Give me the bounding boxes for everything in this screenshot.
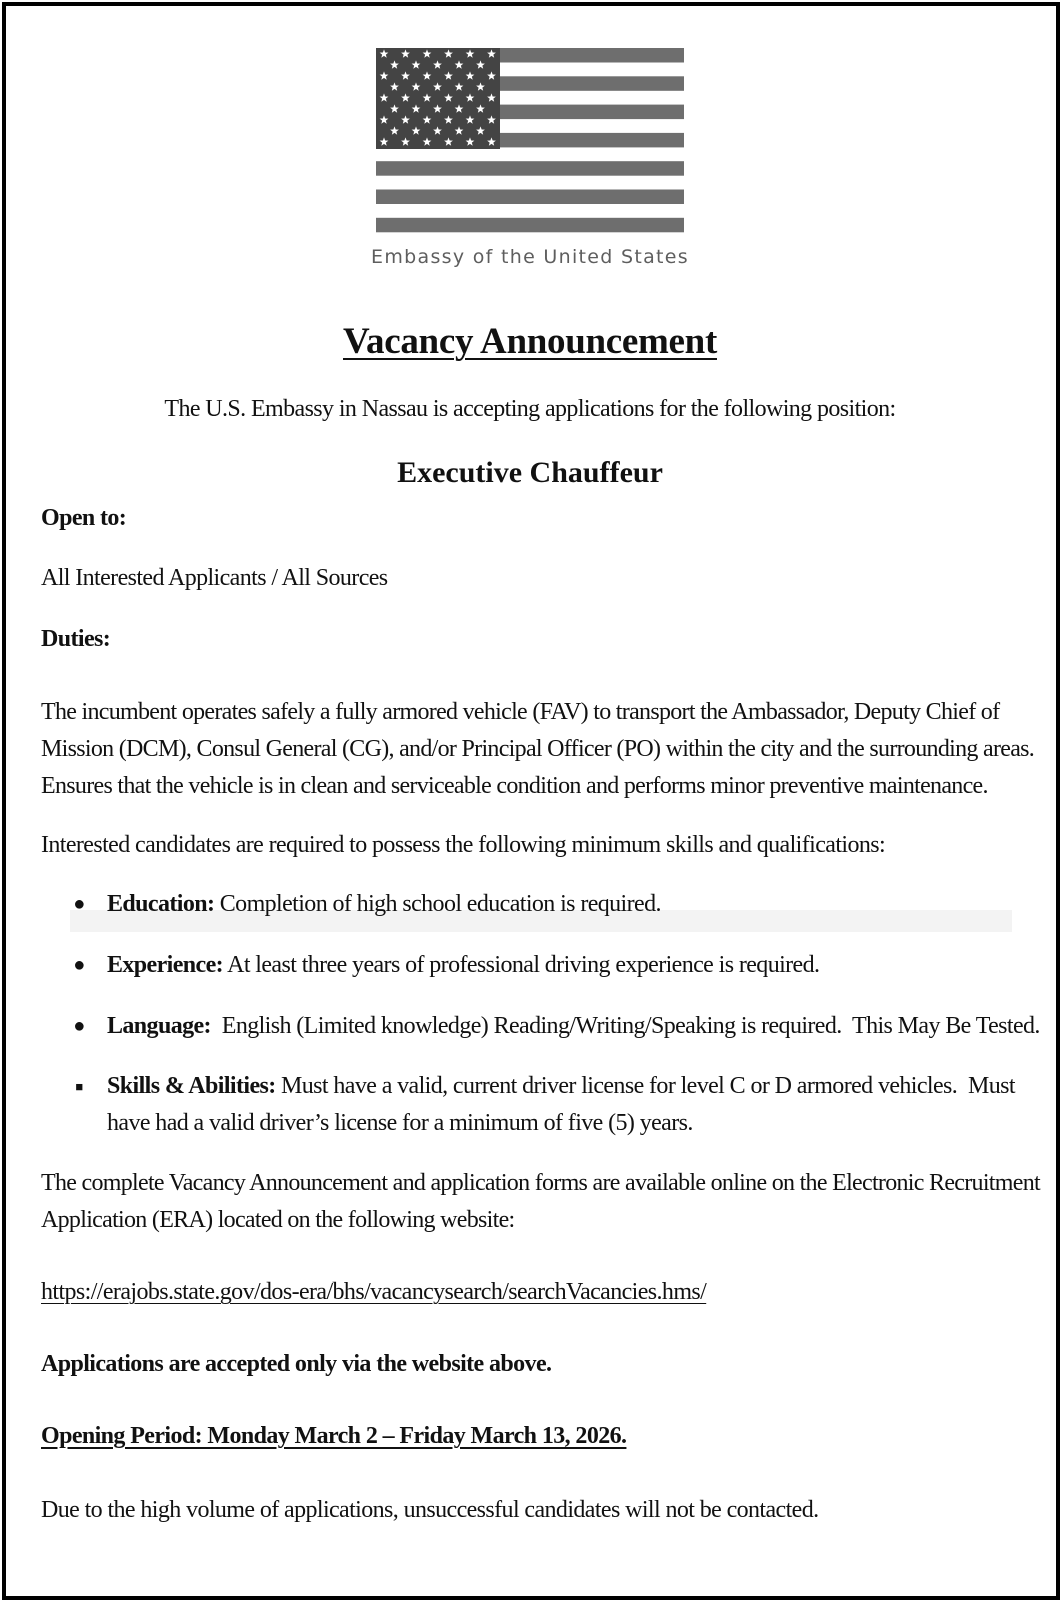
- list-item-text: Must have a valid, current driver license for level C or D armored vehicles. Must: [275, 1073, 1015, 1099]
- duties-line: The incumbent operates safely a fully armored vehicle (FAV) to transport the Ambassador, Deputy Chief of: [41, 699, 1000, 725]
- qualifications-intro: Interested candidates are required to possess the following minimum skills and qualifications:: [41, 832, 886, 858]
- list-item-label: Skills & Abilities:: [107, 1073, 276, 1099]
- flag-stripe: [376, 218, 684, 233]
- opening-period: Opening Period: Monday March 2 – Friday March 13, 2026.: [41, 1423, 627, 1449]
- intro-text: The U.S. Embassy in Nassau is accepting applications for the following position:: [164, 396, 896, 422]
- embassy-name: Embassy of the United States: [371, 246, 689, 268]
- bullet-dot-icon: ●: [73, 954, 85, 976]
- bullet-dot-icon: ●: [73, 893, 85, 915]
- duties-line: Mission (DCM), Consul General (CG), and/or Principal Officer (PO) within the city and the surrounding areas.: [41, 736, 1035, 762]
- flag-stripe: [376, 161, 684, 176]
- list-item-body: [107, 947, 1027, 984]
- bullet-dot-icon: ●: [73, 1015, 85, 1037]
- list-item-body: [107, 886, 1027, 923]
- application-paragraph: [41, 1165, 1040, 1239]
- list-item-text: English (Limited knowledge) Reading/Writing/Speaking is required. This May Be Tested.: [210, 1013, 1040, 1039]
- page-title-text: Vacancy Announcement: [343, 321, 717, 362]
- list-item-label: Language:: [107, 1013, 211, 1039]
- position-title: Executive Chauffeur: [397, 456, 663, 489]
- list-item-text: Completion of high school education is required.: [214, 891, 661, 917]
- list-item-label: Experience:: [107, 952, 224, 978]
- list-item-label: Education:: [107, 891, 215, 917]
- open-to-value: All Interested Applicants / All Sources: [41, 565, 388, 591]
- duties-label: Duties:: [41, 626, 111, 652]
- era-website-link[interactable]: https://erajobs.state.gov/dos-era/bhs/vacancysearch/searchVacancies.hms/: [41, 1279, 707, 1305]
- list-item-body: [107, 1008, 1040, 1045]
- us-flag-icon: [376, 48, 684, 236]
- flag-stripe: [376, 190, 684, 205]
- duties-line: Ensures that the vehicle is in clean and serviceable condition and performs minor preventive maintenance.: [41, 773, 988, 799]
- application-line: Application (ERA) located on the following website:: [41, 1207, 515, 1233]
- application-line: The complete Vacancy Announcement and application forms are available online on the Electronic Recruitment: [41, 1170, 1040, 1196]
- list-item-body: [107, 1068, 1027, 1142]
- page-title: [0, 320, 1060, 363]
- open-to-label: Open to:: [41, 505, 127, 531]
- list-item-text: At least three years of professional driving experience is required.: [223, 952, 820, 978]
- closing-note: Due to the high volume of applications, unsuccessful candidates will not be contacted.: [41, 1497, 819, 1523]
- bullet-square-icon: ■: [75, 1079, 83, 1094]
- embassy-logo: [376, 48, 684, 236]
- list-item-text: have had a valid driver’s license for a minimum of five (5) years.: [107, 1110, 693, 1136]
- duties-paragraph: [41, 694, 1035, 805]
- application-note: Applications are accepted only via the website above.: [41, 1351, 552, 1377]
